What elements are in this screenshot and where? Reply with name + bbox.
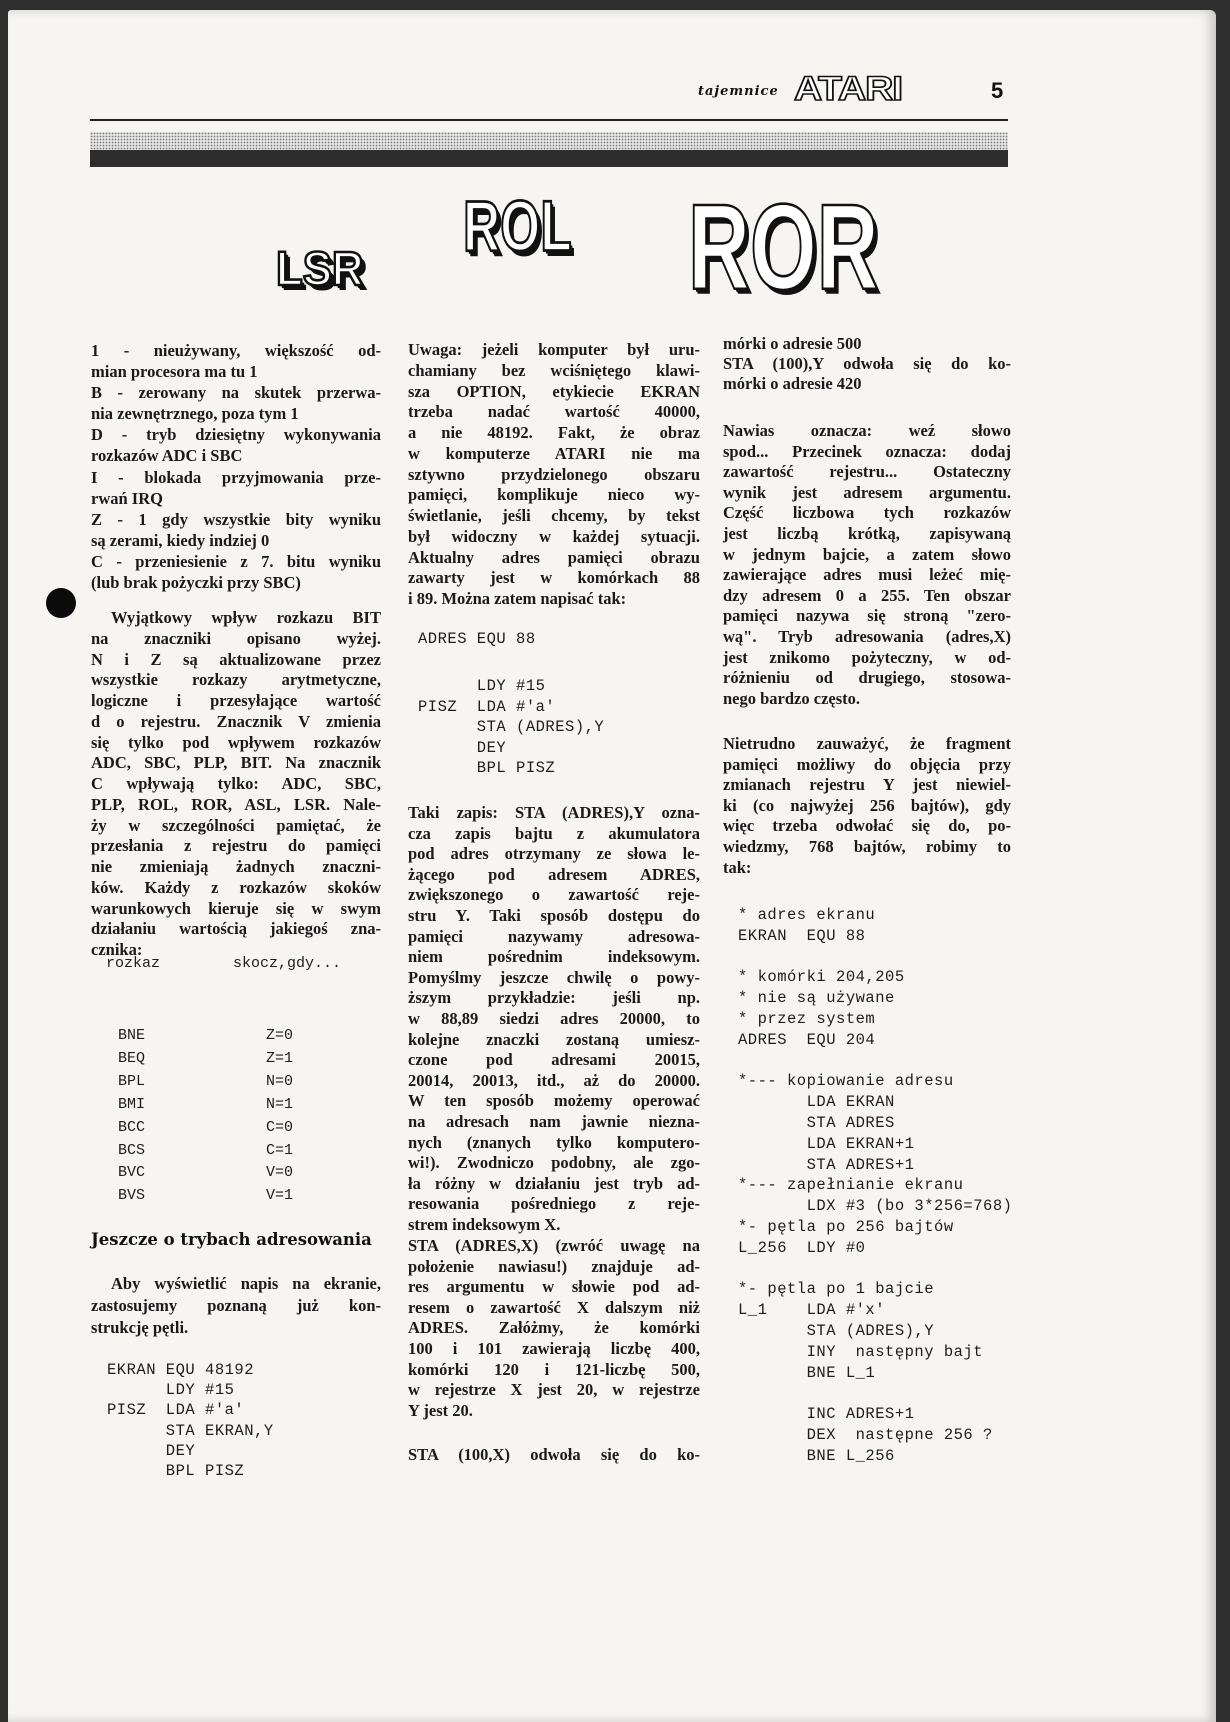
paragraph-option-note [408, 340, 700, 610]
text-line: zmianach rejestru Y jest niewiel- [723, 775, 1011, 795]
text-line: pamięci możliwy do objęcia przy [723, 754, 1011, 774]
text-line: C - przeniesienie z 7. bitu wyniku [91, 551, 381, 571]
text-line: ków. Każdy z rozkazów skoków [91, 877, 381, 897]
text-line: Taki zapis: STA (ADRES),Y ozna- [408, 803, 700, 822]
code-adres-equ: ADRES EQU 88 [418, 630, 536, 648]
table-cell-instruction: BVC [118, 1164, 146, 1182]
text-line: zawartość rejestru... Ostateczny [723, 462, 1011, 482]
text-line: nie zmieniają żadnych znaczni- [91, 857, 381, 876]
text-line: D - tryb dziesiętny wykonywania [91, 425, 381, 445]
text-line: I - blokada przyjmowania prze- [91, 467, 381, 487]
text-line: zwiększonego o zawartość reje- [408, 885, 700, 905]
text-line: niem pośrednim indeksowym. [408, 947, 700, 967]
text-line: pamięci nazywa się stroną "zero- [723, 606, 1011, 626]
text-line: N i Z są aktualizowane przez [91, 649, 381, 669]
text-line: warunkowych kieruje się w swym [91, 898, 381, 918]
table-header-instruction: rozkaz [106, 955, 161, 972]
text-line: Nietrudno zauważyć, że fragment [723, 734, 1011, 753]
text-line: d o rejestru. Znacznik V zmienia [91, 711, 381, 731]
text-line: pamięci, komplikuje nieco wy- [408, 485, 700, 505]
text-line: stru Y. Taki sposób dostępu do [408, 905, 700, 925]
table-cell-instruction: BVS [118, 1187, 146, 1205]
text-line: tak: [723, 857, 752, 877]
text-line: sztywno przydzielonego obszaru [408, 464, 700, 484]
text-line: ADRES. Załóżmy, że komórki [408, 1318, 700, 1338]
text-line: spod... Przecinek oznacza: dodaj [723, 441, 1011, 461]
text-line: w rejestrze X jest 20, w rejestrze [408, 1380, 700, 1400]
header-dark-bar [90, 150, 1008, 167]
punch-hole [46, 588, 76, 618]
table-cell-condition: N=0 [266, 1072, 294, 1090]
text-line: W ten sposób możemy operować [408, 1091, 700, 1111]
text-line: kolejne znaczki zostaną umiesz- [408, 1029, 700, 1049]
text-line: ży w szczególności pamiętać, że [91, 815, 381, 835]
text-line: 100 i 101 zawierają liczbę 400, [408, 1338, 700, 1358]
table-header-condition: skocz,gdy... [233, 955, 342, 972]
table-cell-instruction: BMI [118, 1095, 146, 1113]
table-cell-condition: V=0 [266, 1164, 294, 1182]
paragraph-bit-flags [91, 608, 381, 961]
text-line: wą". Tryb adresowania (adres,X) [723, 626, 1011, 646]
text-line: czone pod adresami 20015, [408, 1050, 700, 1070]
text-line: cznika: [91, 940, 143, 959]
text-line: wszystkie rozkazy arytmetyczne, [91, 670, 381, 690]
paragraph-parentheses [723, 421, 1011, 709]
text-line: położenie nawiasu!) znajduje ad- [408, 1256, 700, 1276]
table-cell-condition: V=1 [266, 1187, 294, 1205]
paragraph-zero-page [723, 734, 1011, 878]
text-line: ki (co najwyżej 256 bajtów), gdy [723, 795, 1011, 815]
logo-small-text: tajemnice [698, 84, 779, 99]
paragraph-continued [408, 1445, 700, 1466]
table-cell-instruction: BCS [118, 1141, 146, 1159]
text-line: Część liczbowa tych rozkazów [723, 503, 1011, 523]
text-line: są zerami, kiedy indziej 0 [91, 530, 270, 550]
text-line: nego bardzo często. [723, 688, 861, 708]
table-cell-instruction: BEQ [118, 1049, 146, 1067]
text-line: (lub brak pożyczki przy SBC) [91, 573, 301, 593]
title-lsr: LSR [276, 240, 364, 296]
text-line: Pomyślmy jeszcze chwilę o powy- [408, 967, 700, 987]
text-line: wi!). Zwodniczo podobny, ale zgo- [408, 1153, 700, 1173]
text-line: jest liczbą krótką, zapisywaną [723, 523, 1011, 543]
table-cell-instruction: BPL [118, 1072, 146, 1090]
text-line: nych (znanych tylko komputero- [408, 1132, 700, 1152]
text-line: pod adres otrzymany ze słowa le- [408, 844, 700, 864]
text-line: Y jest 20. [408, 1400, 473, 1420]
text-line: mórki o adresie 420 [723, 374, 862, 393]
text-line: mian procesora ma tu 1 [91, 362, 258, 382]
text-line: resem o zawartość X dalszym niż [408, 1297, 700, 1317]
text-line: Z - 1 gdy wszystkie bity wyniku [91, 509, 381, 529]
text-line: komórki 120 i 121-liczbę 500, [408, 1359, 700, 1379]
text-line: B - zerowany na skutek przerwa- [91, 383, 381, 403]
logo-atari-text: ATARI [794, 70, 902, 108]
text-line: nia zewnętrznego, poza tym 1 [91, 404, 299, 424]
text-line: Aby wyświetlić napis na ekranie, [111, 1274, 381, 1293]
text-line: świetlanie, jeśli chcemy, by tekst [408, 506, 700, 525]
text-line: jest znikomo pożyteczny, w od- [723, 647, 1011, 667]
text-line: a nie 48192. Fakt, że obraz [408, 423, 700, 442]
paragraph-cell-examples [723, 334, 1011, 394]
text-line: STA (ADRES,X) (zwróć uwagę na [408, 1236, 700, 1255]
text-line: na znaczniki opisano wyżej. [91, 628, 381, 648]
text-line: ższym przykładzie: jeśli np. [408, 988, 700, 1008]
table-cell-condition: Z=1 [266, 1049, 294, 1067]
text-line: ADC, SBC, PLP, BIT. Na znacznik [91, 753, 381, 773]
text-line: różnieniu od drugiego, stosowa- [723, 668, 1011, 688]
text-line: 20014, 20013, itd., aż do 20000. [408, 1070, 700, 1090]
text-line: na adresach nam jawnie niezna- [408, 1111, 700, 1131]
text-line: STA (100),Y odwoła się do ko- [723, 354, 1011, 373]
text-line: STA (100,X) odwoła się do ko- [408, 1445, 700, 1464]
branch-table [91, 955, 381, 1215]
text-line: Wyjątkowy wpływ rozkazu BIT [111, 608, 381, 627]
table-cell-condition: C=0 [266, 1118, 294, 1136]
table-cell-condition: Z=0 [266, 1027, 294, 1044]
text-line: się tylko pod wpływem rozkazów [91, 732, 381, 752]
text-line: dzy adresem 0 a 255. Ten obszar [723, 585, 1011, 605]
table-cell-condition: C=1 [266, 1141, 294, 1159]
text-line: mórki o adresie 500 [723, 334, 862, 353]
flags-list [91, 340, 381, 593]
text-line: trzeba nadać wartość 40000, [408, 402, 700, 422]
table-cell-instruction: BNE [118, 1027, 146, 1044]
code-listing-ekran: EKRAN EQU 48192 LDY #15 PISZ LDA #'a' STA EKRAN,Y DEY BPL PISZ [107, 1361, 274, 1481]
code-listing-fill-screen: * adres ekranu EKRAN EQU 88 * komórki 204,205 * nie są używane * przez system ADRES EQU 204 *--- kopiowanie adresu LDA EKRAN STA ADRES LDA EKRAN+1 STA ADRES+1 *--- zapełnianie ekranu LDX #3 (bo 3*256=768) *- pętla po 256 bajtów L_256 LDY #0 *- pętla po 1 bajcie L_1 LDA #'x' STA (ADRES),Y INY następny bajt BNE L_1 INC ADRES+1 DEX następne 256 ? BNE L_256 [738, 906, 1013, 1465]
paragraph-indexed-indirect [408, 1236, 700, 1421]
text-line: Uwaga: jeżeli komputer był uru- [408, 340, 700, 359]
header-rule [90, 119, 1008, 121]
text-line: wynik jest adresem argumentu. [723, 482, 1011, 502]
paragraph-indirect-indexed [408, 803, 700, 1235]
text-line: res argumentu w słowie pod ad- [408, 1277, 700, 1297]
text-line: pamięci nazywamy adresowa- [408, 926, 700, 946]
table-cell-condition: N=1 [266, 1095, 294, 1113]
text-line: Nawias oznacza: weź słowo [723, 421, 1011, 440]
text-line: C wpływają tylko: ADC, SBC, [91, 774, 381, 793]
text-line: 1 - nieużywany, większość od- [91, 341, 381, 360]
text-line: zawierające adres musi leżeć mię- [723, 565, 1011, 585]
text-line: działaniu wartością jakiegoś zna- [91, 919, 381, 939]
paragraph-display-text [91, 1273, 381, 1339]
text-line: zawarty jest w komórkach 88 [408, 568, 700, 588]
text-line: ła różny w działaniu jest tryb ad- [408, 1173, 700, 1193]
text-line: sza OPTION, etykiecie EKRAN [408, 381, 700, 401]
text-line: logiczne i przesyłające wartość [91, 691, 381, 710]
text-line: rwań IRQ [91, 488, 163, 508]
text-line: Aktualny adres pamięci obrazu [408, 547, 700, 567]
text-line: przesłania z rejestru do pamięci [91, 836, 381, 856]
text-line: zastosujemy poznaną już kon- [91, 1296, 381, 1315]
text-line: więc trzeba odwołać się do, po- [723, 816, 1011, 836]
text-line: strem indeksowym X. [408, 1214, 561, 1234]
title-ror: ROR [688, 178, 879, 316]
text-line: i 89. Można zatem napisać tak: [408, 589, 627, 608]
code-listing-indirect: LDY #15 PISZ LDA #'a' STA (ADRES),Y DEY BPL PISZ [418, 677, 605, 777]
text-line: resowania pośredniego z reje- [408, 1194, 700, 1214]
text-line: żącego pod adresem ADRES, [408, 864, 700, 884]
text-line: chamiany bez wciśniętego klawi- [408, 360, 700, 380]
text-line: był widoczny w każdej sytuacji. [408, 526, 700, 546]
text-line: wiedzmy, 768 bajtów, robimy to [723, 836, 1011, 856]
page-number: 5 [991, 78, 1004, 103]
table-cell-instruction: BCC [118, 1118, 146, 1136]
text-line: rozkazów ADC i SBC [91, 446, 243, 466]
text-line: w jednym bajcie, a zatem słowo [723, 544, 1011, 564]
text-line: w 88,89 siedzi adres 20000, to [408, 1008, 700, 1028]
text-line: strukcję pętli. [91, 1318, 189, 1337]
title-rol: ROL [463, 185, 572, 266]
magazine-page [8, 10, 1216, 1722]
header-dotted-band [90, 132, 1008, 150]
text-line: PLP, ROL, ROR, ASL, LSR. Nale- [91, 794, 381, 814]
text-line: cza zapis bajtu z akumulatora [408, 823, 700, 843]
section-heading: Jeszcze o trybach adresowania [91, 1230, 372, 1249]
text-line: w komputerze ATARI nie ma [408, 443, 700, 463]
